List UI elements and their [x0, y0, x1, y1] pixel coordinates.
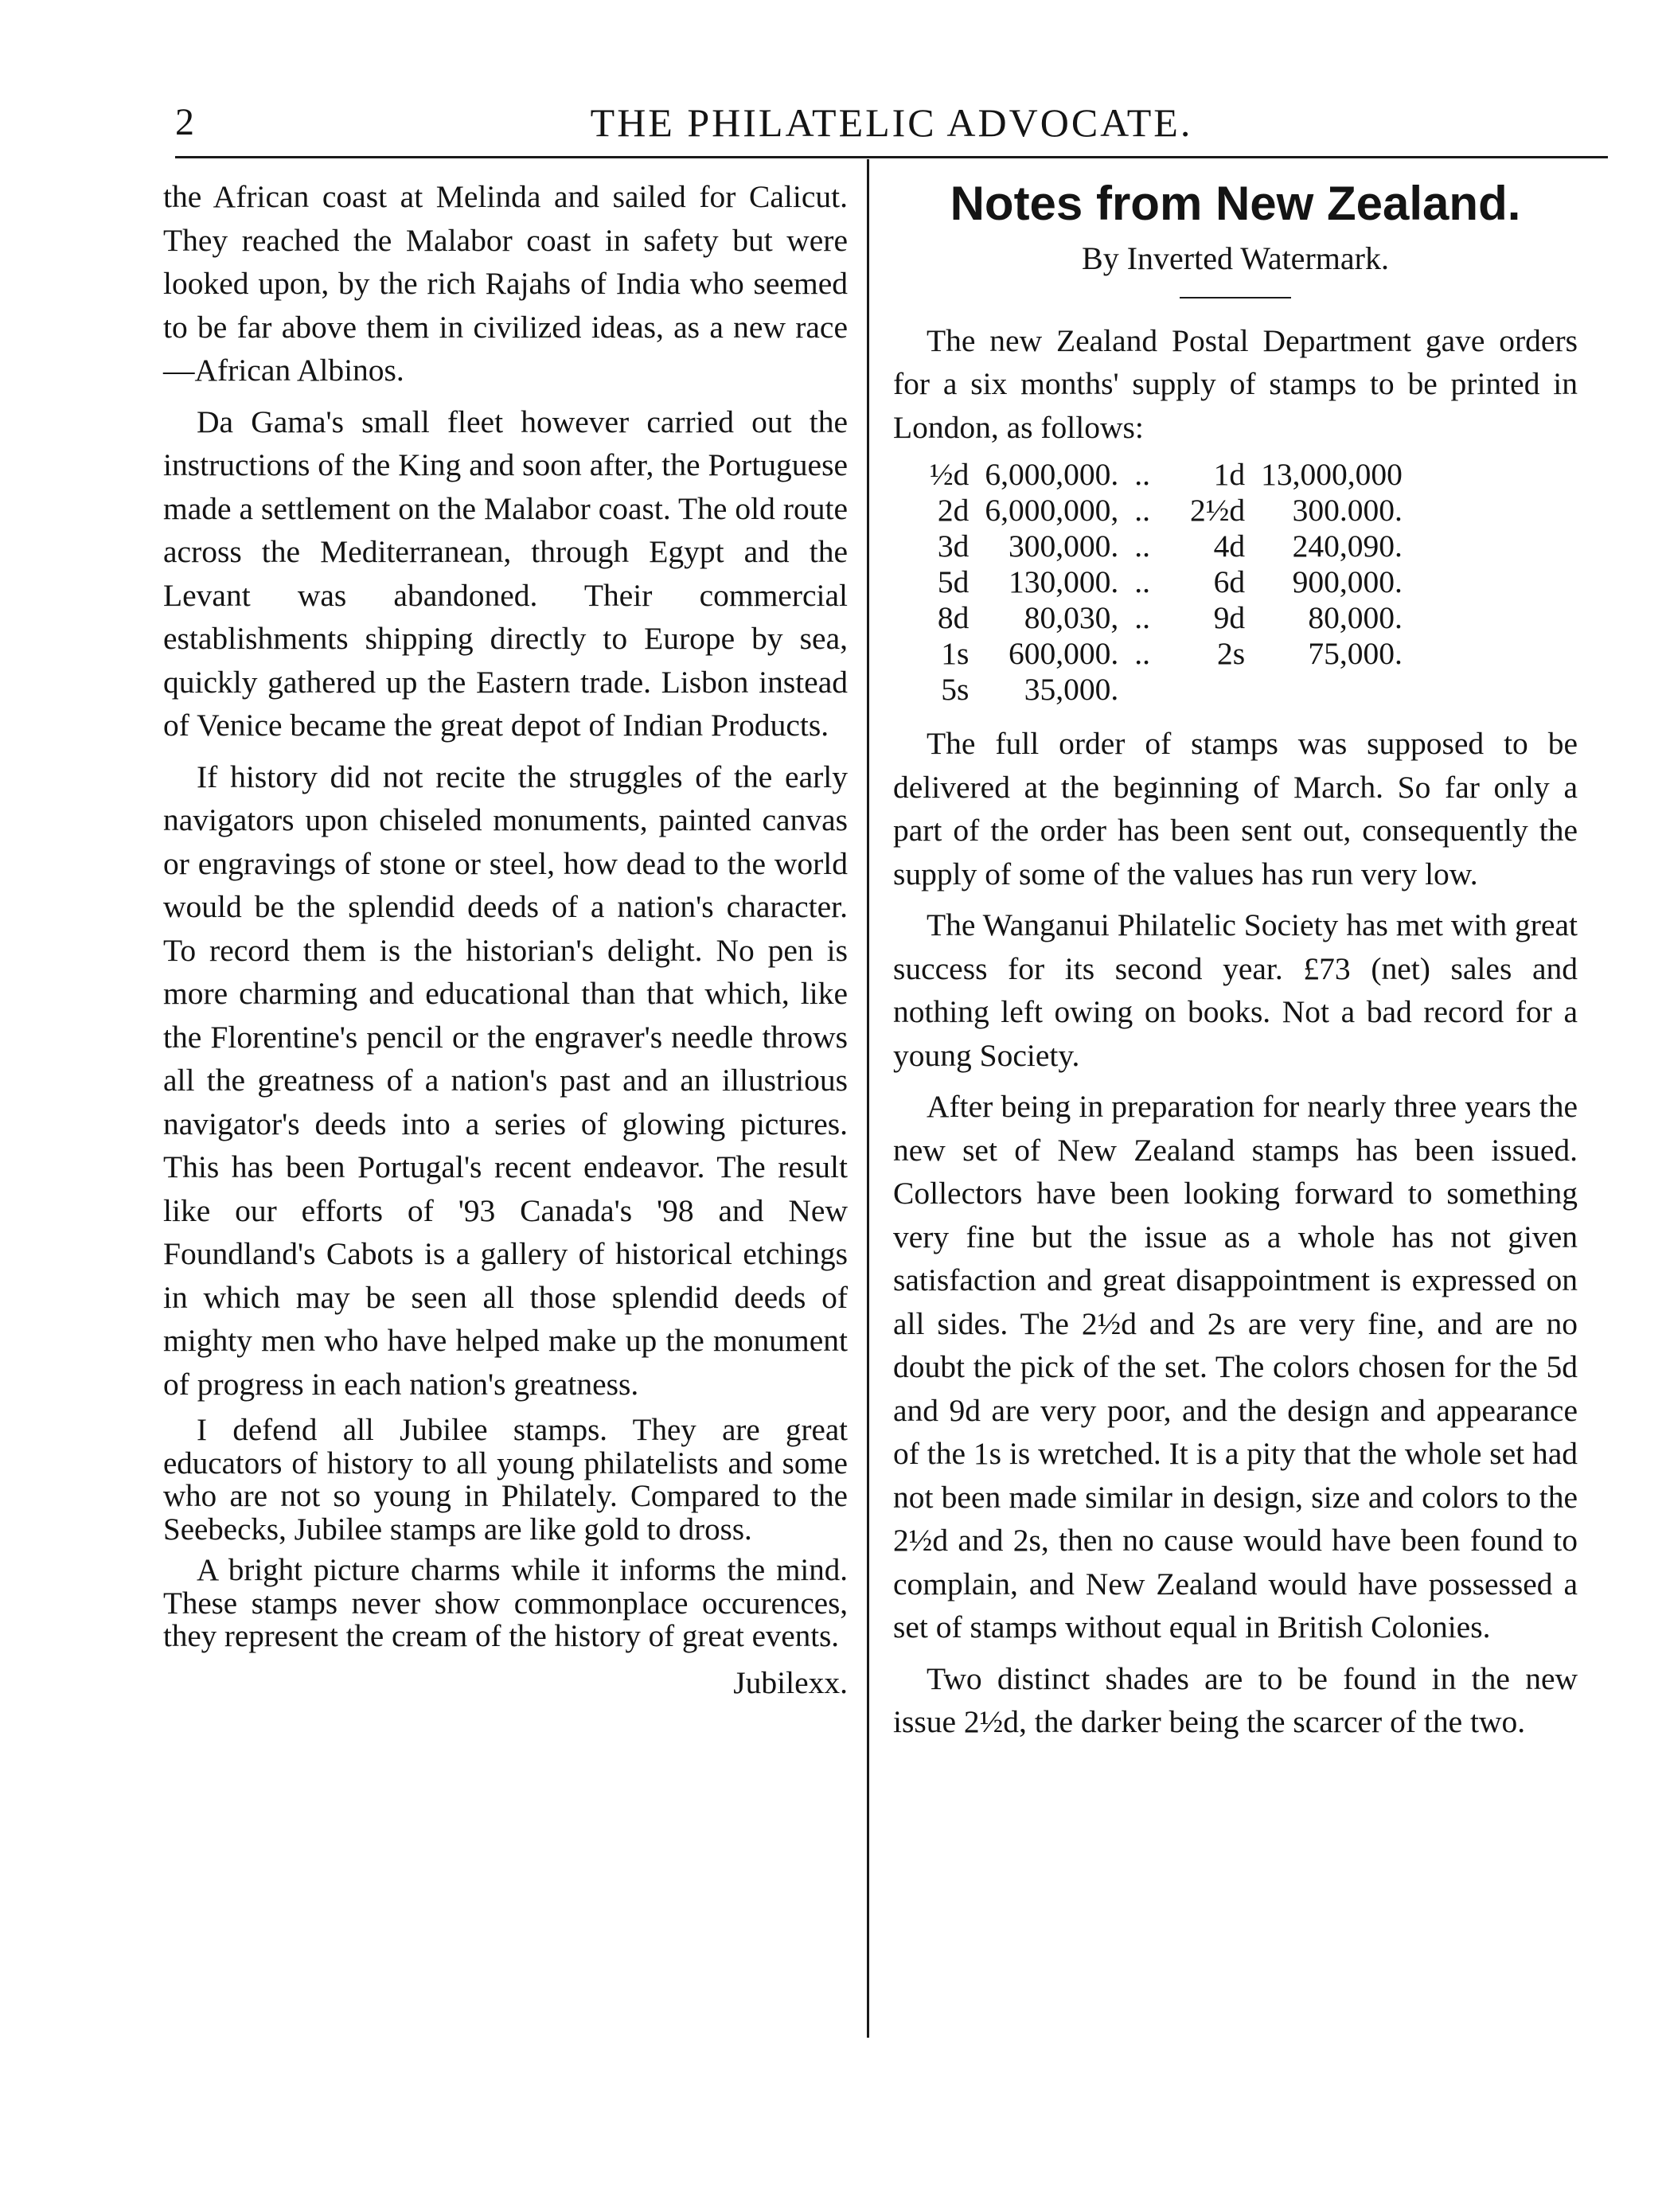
- paragraph: A bright picture charms while it informs the mind. These stamps never show commonplace occurences, they represent the cream of the history of great events.: [163, 1553, 848, 1653]
- article-title: Notes from New Zealand.: [950, 177, 1521, 230]
- separator-cell: ..: [1134, 493, 1150, 528]
- byline: By Inverted Watermark.: [1082, 240, 1389, 276]
- separator-cell: [1126, 672, 1158, 708]
- denomination-cell: 4d: [1213, 529, 1246, 564]
- quantity-cell: 80,030,: [1024, 600, 1119, 635]
- denomination-cell: 2½d: [1190, 493, 1246, 528]
- paragraph: The Wanganui Philatelic Society has met with great success for its second year. £73 (net) sales and nothing left owing on books. Not a bad record for a young Society.: [893, 907, 1578, 1073]
- paragraph: Two distinct shades are to be found in the new issue 2½d, the darker being the scarcer of the two.: [893, 1660, 1578, 1739]
- denomination-cell: [1158, 672, 1253, 708]
- denomination-cell: ½d: [930, 457, 970, 492]
- denomination-cell: 1d: [1213, 457, 1246, 492]
- denomination-cell: 6d: [1213, 564, 1246, 599]
- quantity-cell: 600,000.: [1009, 636, 1119, 671]
- page-number: 2: [175, 101, 194, 143]
- separator-cell: ..: [1134, 600, 1150, 635]
- byline-rule: [1180, 297, 1291, 298]
- paragraph: The full order of stamps was supposed to be delivered at the beginning of March. So far only a part of the order has been sent out, consequently the supply of some of the values has run very low.: [893, 726, 1578, 891]
- signature: Jubilexx.: [733, 1664, 848, 1700]
- table-row: [930, 493, 1410, 529]
- paragraph: the African coast at Melinda and sailed for Calicut. They reached the Malabor coast in safety but were looked upon, by the rich Rajahs of India who seemed to be far above them in civilized ideas, as a new race —African Albinos.: [163, 179, 848, 388]
- denomination-cell: 5d: [937, 564, 970, 599]
- paragraph: If history did not recite the struggles of the early navigators upon chiseled monuments, painted canvas or engravings of stone or steel, how dead to the world would be the splendid deeds of a nation's character. To record them is the historian's delight. No pen is more charming and educational than that which, like the Florentine's pencil or the engraver's needle throws all the greatness of a nation's past and an illustrious navigator's deeds into a series of glowing pictures. This has been Portugal's recent endeavor. The result like our efforts of '93 Canada's '98 and New Foundland's Cabots is a gallery of historical etchings in which may be seen all those splendid deeds of mighty men who have helped make up the monument of progress in each nation's greatness.: [163, 759, 848, 1402]
- running-title: THE PHILATELIC ADVOCATE.: [590, 100, 1193, 145]
- paragraph: I defend all Jubilee stamps. They are great educators of history to all young philatelists and some who are not so young in Philately. Compared to the Seebecks, Jubilee stamps are like gold to dross.: [163, 1413, 848, 1547]
- page-header: [175, 94, 1608, 166]
- paragraph: After being in preparation for nearly three years the new set of New Zealand stamps has been issued. Collectors have been looking forward to something very fine but the issue as a whole has not given satisfaction and great disappointment is expressed on all sides. The 2½d and 2s are very fine, and are no doubt the pick of the set. The colors chosen for the 5d and 9d are very poor, and the design and appearance of the 1s is wretched. It is a pity that the whole set had not been made similar in design, size and colors to the 2½d and 2s, then no cause would have been found to complain, and New Zealand would have possessed a set of stamps without equal in British Colonies.: [893, 1089, 1578, 1644]
- denomination-cell: 9d: [1213, 600, 1246, 635]
- quantity-cell: 6,000,000.: [985, 457, 1119, 492]
- denomination-cell: 5s: [941, 672, 970, 707]
- quantity-cell: 35,000.: [1024, 672, 1119, 707]
- denomination-cell: 8d: [937, 600, 970, 635]
- quantity-cell: 300.000.: [1292, 493, 1403, 528]
- quantity-cell: 6,000,000,: [985, 493, 1119, 528]
- table-row: [930, 564, 1410, 600]
- separator-cell: ..: [1134, 636, 1150, 671]
- denomination-cell: 2s: [1217, 636, 1246, 671]
- denomination-cell: 2d: [937, 493, 970, 528]
- table-row: [930, 600, 1410, 636]
- quantity-cell: 75,000.: [1308, 636, 1403, 671]
- quantity-cell: 13,000,000: [1261, 457, 1403, 492]
- quantity-cell: 300,000.: [1009, 529, 1119, 564]
- table-row: [930, 636, 1410, 672]
- separator-cell: ..: [1134, 564, 1150, 599]
- quantity-cell: 240,090.: [1292, 529, 1403, 564]
- quantity-cell: 900,000.: [1292, 564, 1403, 599]
- column-divider: [867, 159, 869, 2038]
- paragraph: The new Zealand Postal Department gave orders for a six months' supply of stamps to be printed in London, as follows:: [893, 322, 1578, 445]
- stamp-quantity-table: [930, 457, 1410, 708]
- left-column: [163, 175, 848, 1704]
- quantity-cell: [1253, 672, 1410, 708]
- paragraph: Da Gama's small fleet however carried out the instructions of the King and soon after, the Portuguese made a settlement on the Malabor coast. The old route across the Mediterranean, through Egypt and the Levant was abandoned. Their commercial establishments shipping directly to Europe by sea, quickly gathered up the Eastern trade. Lisbon instead of Venice became the great depot of Indian Products.: [163, 404, 848, 743]
- table-row: [930, 672, 1410, 708]
- table-row: [930, 457, 1410, 493]
- denomination-cell: 1s: [941, 636, 970, 671]
- separator-cell: ..: [1134, 529, 1150, 564]
- header-rule: [175, 156, 1608, 158]
- separator-cell: ..: [1134, 457, 1150, 492]
- table-row: [930, 529, 1410, 564]
- quantity-cell: 130,000.: [1009, 564, 1119, 599]
- right-column: [893, 175, 1578, 1752]
- quantity-cell: 80,000.: [1308, 600, 1403, 635]
- denomination-cell: 3d: [937, 529, 970, 564]
